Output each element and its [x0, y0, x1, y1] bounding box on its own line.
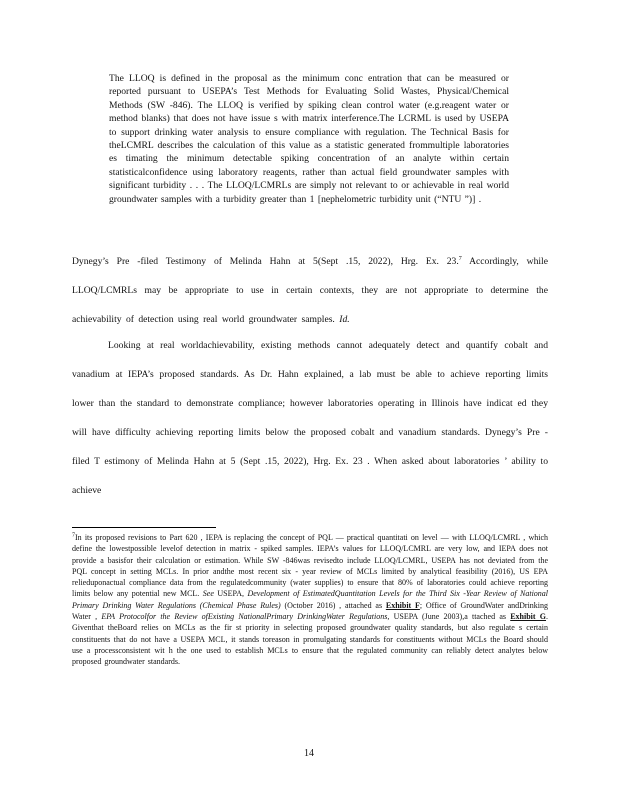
- footnote-text: USEPA,: [217, 589, 244, 599]
- exhibit-f-link[interactable]: Exhibit F: [385, 600, 420, 610]
- footnote-text: . Giventhat theBoard relies on MCLs as the fir st priority in selecting proposed groundwater quality standards, but also regulate s certain constituents that do not have a USEPA MCL, it stands toreason in promulgating standards for constituents without MCLs the Board should use a processconsistent wit h the one used to establish MCLs to ensure that the regulated community can reliably detect analytes below proposed groundwater standards.: [72, 612, 549, 667]
- paragraph-hahn-testimony: [72, 247, 548, 334]
- footnote-text: In its proposed revisions to Part 620 , IEPA is replacing the concept of PQL — practical quantitati on level — with LLOQ/LCMRL , which define the lowestpossible levelof detection in matrix - spiked samples. IEPA’s values for LLOQ/LCMRL are very low, and IEPA does not provide a basisfor their calculation or estimation. While SW -846was revisedto include LLOQ/LCMRL, USEPA has not deviated from the PQL concept in setting MCLs. In prior andthe most recent six - year review of MCLs limited by analytical feasibility (2016), US EPA relieduponactual compliance data from the regulatedcommunity (water supplies) to ensure that 80% of laboratories could achieve reporting limits below any potential new MCL.: [72, 533, 548, 599]
- citation-title: Development of EstimatedQuantitation Levels for the Third Six -Year Review of National Primary Drinking Water Regulations (Chemical Phase Rules): [72, 589, 549, 610]
- paragraph-real-world-achievability: Looking at real worldachievability, existing methods cannot adequately detect and quantify cobalt and vanadium at IEPA’s proposed standards. As Dr. Hahn explained, a lab must be able to achieve reporting limits lower than the standard to demonstrate compliance; however laboratories operating in Illinois have indicat ed they will have difficulty achieving reporting limits below the proposed cobalt and vanadium standards. Dynegy’s Pre -filed T estimony of Melinda Hahn at 5 (Sept .15, 2022), Hrg. Ex. 23 . When asked about laboratories ’ ability to achieve: [72, 340, 548, 496]
- citation-title: EPA Protocolfor the Review ofExisting NationalPrimary DrinkingWater Regulations: [101, 612, 388, 622]
- footnote-divider: [72, 527, 216, 528]
- id-citation: Id.: [339, 314, 350, 325]
- page-number: 14: [304, 748, 314, 759]
- paragraph-text: Dynegy’s Pre -filed Testimony of Melinda Hahn at 5(Sept .15, 2022), Hrg. Ex. 23.: [72, 256, 459, 267]
- block-quote: The LLOQ is defined in the proposal as the minimum conc entration that can be measured or reported pursuant to USEPA’s Test Methods for Evaluating Solid Wastes, Physical/Chemical Methods (SW -846). The LLOQ is verified by spiking clean control water (e.g.reagent water or method blanks) that does not have issue s with matrix interference.The LCRML is used by USEPA to support drinking water analysis to ensure compliance with regulation. The Technical Basis for theLCMRL describes the calculation of this value as a statistic generated frommultiple laboratories es timating the minimum detectable spiking concentration of an analyte within certain statisticalconfidence using laboratory reagents, rather than actual field groundwater samples with significant turbidity . . . The LLOQ/LCMRLs are simply not relevant to or achievable in real world groundwater samples with a turbidity greater than 1 [nephelometric turbidity unit (“NTU ”)] .: [109, 73, 509, 205]
- footnote-marker: 7: [72, 532, 75, 539]
- footnote-text: ; Office of GroundWater andDrinking Water ,: [72, 600, 549, 622]
- paragraph-text: Accordingly, while LLOQ/LCMRLs may be appropriate to use in certain contexts, they are not appropriate to determine the achievability of detection using real world groundwater samples.: [72, 256, 548, 325]
- exhibit-g-link[interactable]: Exhibit G: [510, 612, 547, 622]
- footnote-text: , USEPA (June 2003),a ttached as: [387, 612, 506, 622]
- see-signal: See: [202, 589, 214, 599]
- footnote-reference[interactable]: 7: [458, 255, 462, 262]
- footnote-text: (October 2016) , attached as: [284, 600, 383, 610]
- footnote: [72, 532, 548, 668]
